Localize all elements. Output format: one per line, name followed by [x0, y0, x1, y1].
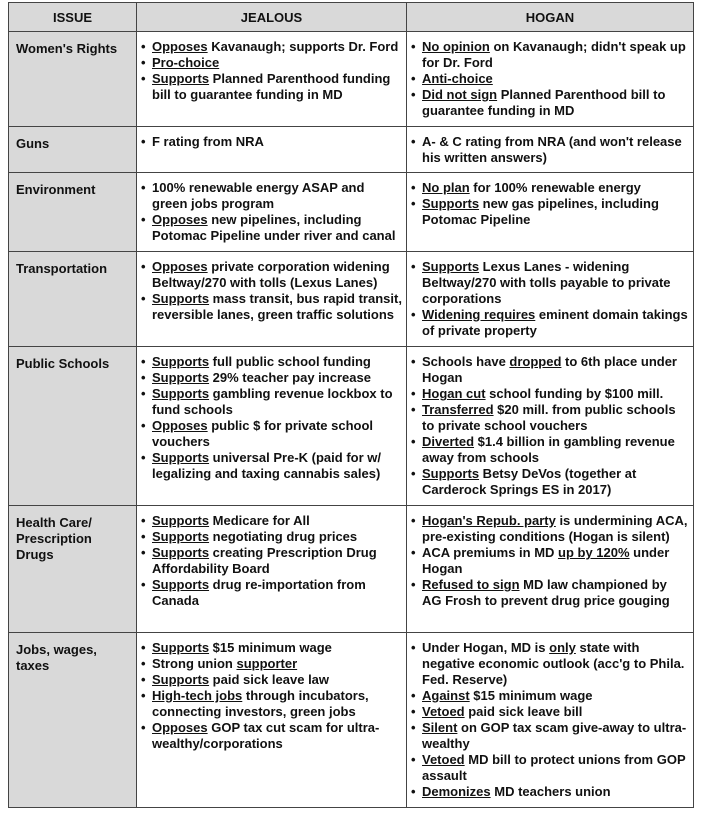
- text-segment: F rating from NRA: [152, 134, 264, 149]
- hogan-bullet-list: [411, 39, 689, 119]
- hogan-bullet-list: [411, 354, 689, 498]
- issue-cell: Environment: [9, 173, 137, 252]
- table-row: [9, 173, 694, 252]
- header-jealous: JEALOUS: [137, 3, 407, 32]
- hogan-cell: [407, 127, 694, 173]
- text-segment: is undermining ACA, pre-existing conditions (Hogan is silent): [422, 513, 688, 544]
- bullet-item: [141, 656, 402, 672]
- jealous-cell: [137, 506, 407, 633]
- text-segment: new gas pipelines, including Potomac Pipeline: [422, 196, 659, 227]
- underlined-text: Supports: [422, 259, 480, 274]
- bullet-item: [141, 640, 402, 656]
- bullet-item: [411, 307, 689, 339]
- bullet-item: [411, 134, 689, 166]
- hogan-cell: [407, 32, 694, 127]
- table-row: [9, 127, 694, 173]
- underlined-text: Supports: [152, 71, 210, 86]
- bullet-item: [141, 386, 402, 418]
- underlined-text: Vetoed: [422, 752, 465, 767]
- text-segment: Planned Parenthood bill to guarantee funding in MD: [422, 87, 666, 118]
- underlined-text: Supports: [152, 529, 210, 544]
- text-segment: 29% teacher pay increase: [209, 370, 371, 385]
- comparison-table: [8, 2, 694, 808]
- text-segment: Medicare for All: [209, 513, 310, 528]
- bullet-item: [141, 418, 402, 450]
- text-segment: paid sick leave law: [209, 672, 330, 687]
- text-segment: Lexus Lanes - widening Beltway/270 with tolls payable to private corporations: [422, 259, 671, 306]
- underlined-text: Supports: [152, 672, 210, 687]
- text-segment: gambling revenue lockbox to fund schools: [152, 386, 393, 417]
- bullet-item: [411, 87, 689, 119]
- bullet-item: [411, 577, 689, 609]
- jealous-bullet-list: [141, 640, 402, 752]
- bullet-item: [411, 180, 689, 196]
- underlined-text: Supports: [152, 513, 210, 528]
- underlined-text: Silent: [422, 720, 458, 735]
- underlined-text: Supports: [152, 291, 210, 306]
- hogan-cell: [407, 173, 694, 252]
- underlined-text: Supports: [152, 370, 210, 385]
- bullet-item: [411, 720, 689, 752]
- bullet-item: [411, 434, 689, 466]
- jealous-cell: [137, 633, 407, 808]
- text-segment: Under Hogan, MD is: [422, 640, 550, 655]
- hogan-cell: [407, 252, 694, 347]
- text-segment: $20 mill. from public schools to private school vouchers: [422, 402, 676, 433]
- underlined-text: dropped: [509, 354, 562, 369]
- bullet-item: [411, 640, 689, 688]
- underlined-text: Transferred: [422, 402, 494, 417]
- issue-cell: Jobs, wages, taxes: [9, 633, 137, 808]
- issue-cell: Public Schools: [9, 347, 137, 506]
- bullet-item: [411, 39, 689, 71]
- text-segment: for 100% renewable energy: [469, 180, 641, 195]
- text-segment: mass transit, bus rapid transit, reversible lanes, green traffic solutions: [152, 291, 402, 322]
- bullet-item: [141, 354, 402, 370]
- issue-cell: Women's Rights: [9, 32, 137, 127]
- text-segment: on Kavanaugh; didn't speak up for Dr. Ford: [422, 39, 686, 70]
- header-row: [9, 3, 694, 32]
- table-row: [9, 252, 694, 347]
- bullet-item: [411, 784, 689, 800]
- bullet-item: [141, 450, 402, 482]
- text-segment: through incubators, connecting investors, green jobs: [152, 688, 369, 719]
- underlined-text: Did not sign: [422, 87, 498, 102]
- jealous-cell: [137, 32, 407, 127]
- underlined-text: only: [549, 640, 576, 655]
- underlined-text: Opposes: [152, 39, 208, 54]
- jealous-bullet-list: [141, 354, 402, 482]
- bullet-item: [141, 180, 402, 212]
- bullet-item: [411, 354, 689, 386]
- underlined-text: Vetoed: [422, 704, 465, 719]
- text-segment: Schools have: [422, 354, 510, 369]
- text-segment: drug re-importation from Canada: [152, 577, 366, 608]
- underlined-text: Demonizes: [422, 784, 491, 799]
- text-segment: MD teachers union: [490, 784, 611, 799]
- text-segment: Strong union: [152, 656, 237, 671]
- text-segment: Planned Parenthood funding bill to guarantee funding in MD: [152, 71, 391, 102]
- text-segment: Betsy DeVos (together at Carderock Springs ES in 2017): [422, 466, 637, 497]
- underlined-text: Refused to sign: [422, 577, 520, 592]
- hogan-cell: [407, 347, 694, 506]
- underlined-text: Supports: [422, 196, 480, 211]
- bullet-item: [141, 55, 402, 71]
- underlined-text: Pro-choice: [152, 55, 220, 70]
- bullet-item: [411, 386, 689, 402]
- underlined-text: Supports: [422, 466, 480, 481]
- header-issue: ISSUE: [9, 3, 137, 32]
- bullet-item: [141, 513, 402, 529]
- text-segment: Kavanaugh; supports Dr. Ford: [207, 39, 399, 54]
- bullet-item: [141, 291, 402, 323]
- hogan-bullet-list: [411, 259, 689, 339]
- jealous-bullet-list: [141, 39, 402, 103]
- bullet-item: [411, 752, 689, 784]
- issue-cell: Guns: [9, 127, 137, 173]
- jealous-cell: [137, 347, 407, 506]
- hogan-cell: [407, 633, 694, 808]
- underlined-text: No plan: [422, 180, 470, 195]
- underlined-text: Supports: [152, 354, 210, 369]
- text-segment: MD bill to protect unions from GOP assault: [422, 752, 686, 783]
- underlined-text: Widening requires: [422, 307, 536, 322]
- bullet-item: [411, 402, 689, 434]
- bullet-item: [141, 577, 402, 609]
- bullet-item: [411, 196, 689, 228]
- table-body: [9, 32, 694, 808]
- text-segment: MD law championed by AG Frosh to prevent drug price gouging: [422, 577, 670, 608]
- jealous-cell: [137, 173, 407, 252]
- underlined-text: Opposes: [152, 212, 208, 227]
- text-segment: 100% renewable energy ASAP and green jobs program: [152, 180, 365, 211]
- bullet-item: [411, 688, 689, 704]
- hogan-bullet-list: [411, 640, 689, 800]
- bullet-item: [141, 71, 402, 103]
- text-segment: state with negative economic outlook (acc'g to Phila. Fed. Reserve): [422, 640, 685, 687]
- text-segment: on GOP tax scam give-away to ultra-wealthy: [422, 720, 687, 751]
- text-segment: school funding by $100 mill.: [485, 386, 664, 401]
- underlined-text: Anti-choice: [422, 71, 493, 86]
- jealous-cell: [137, 127, 407, 173]
- underlined-text: Against: [422, 688, 470, 703]
- underlined-text: Opposes: [152, 259, 208, 274]
- text-segment: GOP tax cut scam for ultra-wealthy/corporations: [152, 720, 380, 751]
- bullet-item: [141, 720, 402, 752]
- issue-cell: Transportation: [9, 252, 137, 347]
- underlined-text: Supports: [152, 450, 210, 465]
- bullet-item: [411, 259, 689, 307]
- text-segment: under Hogan: [422, 545, 670, 576]
- issue-cell: Health Care/ Prescription Drugs: [9, 506, 137, 633]
- bullet-item: [411, 545, 689, 577]
- text-segment: eminent domain takings of private property: [422, 307, 688, 338]
- bullet-item: [141, 134, 402, 150]
- bullet-item: [141, 545, 402, 577]
- jealous-bullet-list: [141, 259, 402, 323]
- header-hogan: HOGAN: [407, 3, 694, 32]
- text-segment: to 6th place under Hogan: [422, 354, 677, 385]
- bullet-item: [141, 39, 402, 55]
- text-segment: private corporation widening Beltway/270 with tolls (Lexus Lanes): [152, 259, 390, 290]
- bullet-item: [141, 212, 402, 244]
- bullet-item: [141, 529, 402, 545]
- text-segment: ACA premiums in MD: [422, 545, 559, 560]
- text-segment: universal Pre-K (paid for w/ legalizing and taxing cannabis sales): [152, 450, 381, 481]
- bullet-item: [141, 259, 402, 291]
- bullet-item: [411, 513, 689, 545]
- text-segment: paid sick leave bill: [464, 704, 583, 719]
- bullet-item: [141, 688, 402, 720]
- text-segment: negotiating drug prices: [209, 529, 358, 544]
- hogan-bullet-list: [411, 180, 689, 228]
- text-segment: A- & C rating from NRA (and won't release his written answers): [422, 134, 682, 165]
- table-row: [9, 506, 694, 633]
- underlined-text: Supports: [152, 545, 210, 560]
- bullet-item: [141, 672, 402, 688]
- underlined-text: Hogan's Repub. party: [422, 513, 556, 528]
- text-segment: $1.4 billion in gambling revenue away from schools: [422, 434, 675, 465]
- underlined-text: Diverted: [422, 434, 475, 449]
- jealous-cell: [137, 252, 407, 347]
- bullet-item: [411, 71, 689, 87]
- underlined-text: No opinion: [422, 39, 490, 54]
- text-segment: new pipelines, including Potomac Pipeline under river and canal: [152, 212, 396, 243]
- underlined-text: Opposes: [152, 418, 208, 433]
- underlined-text: supporter: [236, 656, 298, 671]
- table-row: [9, 347, 694, 506]
- jealous-bullet-list: [141, 180, 402, 244]
- hogan-bullet-list: [411, 513, 689, 609]
- text-segment: public $ for private school vouchers: [152, 418, 374, 449]
- jealous-bullet-list: [141, 134, 402, 150]
- jealous-bullet-list: [141, 513, 402, 609]
- underlined-text: High-tech jobs: [152, 688, 243, 703]
- text-segment: $15 minimum wage: [469, 688, 593, 703]
- hogan-bullet-list: [411, 134, 689, 166]
- bullet-item: [411, 466, 689, 498]
- underlined-text: Opposes: [152, 720, 208, 735]
- underlined-text: Supports: [152, 640, 210, 655]
- hogan-cell: [407, 506, 694, 633]
- table-row: [9, 633, 694, 808]
- text-segment: creating Prescription Drug Affordability Board: [152, 545, 377, 576]
- text-segment: full public school funding: [209, 354, 371, 369]
- underlined-text: Supports: [152, 386, 210, 401]
- underlined-text: up by 120%: [558, 545, 630, 560]
- bullet-item: [141, 370, 402, 386]
- underlined-text: Hogan cut: [422, 386, 486, 401]
- underlined-text: Supports: [152, 577, 210, 592]
- bullet-item: [411, 704, 689, 720]
- text-segment: $15 minimum wage: [209, 640, 332, 655]
- table-row: [9, 32, 694, 127]
